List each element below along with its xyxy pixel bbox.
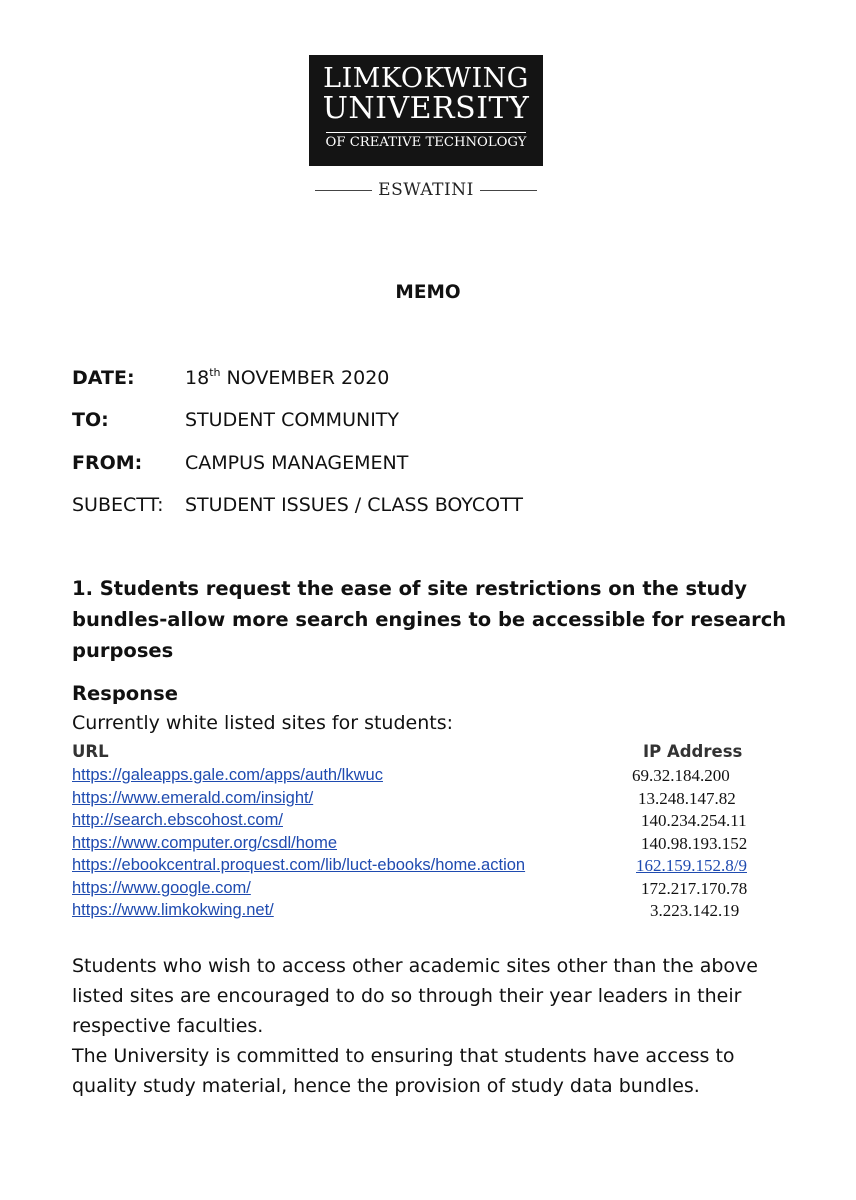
ip-address: 3.223.142.19 xyxy=(650,901,740,920)
to-row xyxy=(72,408,399,432)
ip-address: 13.248.147.82 xyxy=(638,789,736,808)
site-link[interactable]: https://www.computer.org/csdl/home xyxy=(72,834,338,852)
date-suffix: th xyxy=(209,366,221,379)
ip-address: 172.217.170.78 xyxy=(641,879,748,898)
region-rule-left xyxy=(315,190,372,191)
ip-address: 140.234.254.11 xyxy=(641,811,747,830)
response-intro: Currently white listed sites for students: xyxy=(72,712,454,734)
table-row xyxy=(72,901,772,923)
date-label: DATE: xyxy=(72,367,135,389)
memo-title: MEMO xyxy=(395,282,461,303)
table-header-url: URL xyxy=(72,742,109,761)
ip-address-link[interactable]: 162.159.152.8/9 xyxy=(636,856,747,875)
table-row xyxy=(72,811,772,833)
logo-line-1: LIMKOKWING xyxy=(323,63,529,94)
paragraph-year-leaders: Students who wish to access other academic sites other than the above listed sites are encouraged to do so through their year leaders in their respective faculties. xyxy=(72,955,758,1037)
to-value: STUDENT COMMUNITY xyxy=(185,409,400,431)
subject-label: SUBECTT: xyxy=(72,494,164,516)
paragraph-commitment: The University is committed to ensuring that students have access to quality study material, hence the provision of study data bundles. xyxy=(72,1045,735,1097)
subject-value: STUDENT ISSUES / CLASS BOYCOTT xyxy=(185,494,523,516)
table-row xyxy=(72,856,772,878)
site-link[interactable]: https://www.emerald.com/insight/ xyxy=(72,789,314,807)
from-value: CAMPUS MANAGEMENT xyxy=(185,452,409,474)
logo-region xyxy=(309,178,543,202)
site-link[interactable]: https://www.google.com/ xyxy=(72,879,251,897)
region-rule-right xyxy=(480,190,537,191)
logo-line-3: OF CREATIVE TECHNOLOGY xyxy=(326,132,527,150)
region-label: ESWATINI xyxy=(378,180,474,200)
table-row xyxy=(72,789,772,811)
table-header-ip: IP Address xyxy=(643,742,743,761)
site-link[interactable]: https://galeapps.gale.com/apps/auth/lkwuc xyxy=(72,766,383,784)
subject-row xyxy=(72,493,523,517)
date-row xyxy=(72,366,389,390)
site-link[interactable]: http://search.ebscohost.com/ xyxy=(72,811,283,829)
table-row xyxy=(72,766,772,788)
table-row xyxy=(72,834,772,856)
date-rest: NOVEMBER 2020 xyxy=(220,367,390,389)
to-label: TO: xyxy=(72,409,109,431)
site-link[interactable]: https://www.limkokwing.net/ xyxy=(72,901,274,919)
ip-address: 69.32.184.200 xyxy=(632,766,730,785)
from-row xyxy=(72,451,408,475)
response-title: Response xyxy=(72,682,178,705)
site-link[interactable]: https://ebookcentral.proquest.com/lib/luct-ebooks/home.action xyxy=(72,856,526,874)
ip-address: 140.98.193.152 xyxy=(641,834,748,853)
question-heading: 1. Students request the ease of site restrictions on the study bundles-allow more search engines to be accessible for research purposes xyxy=(72,577,787,662)
university-logo xyxy=(309,55,543,166)
table-row xyxy=(72,879,772,901)
logo-line-2: UNIVERSITY xyxy=(322,91,530,126)
date-day: 18 xyxy=(185,367,210,389)
from-label: FROM: xyxy=(72,452,143,474)
